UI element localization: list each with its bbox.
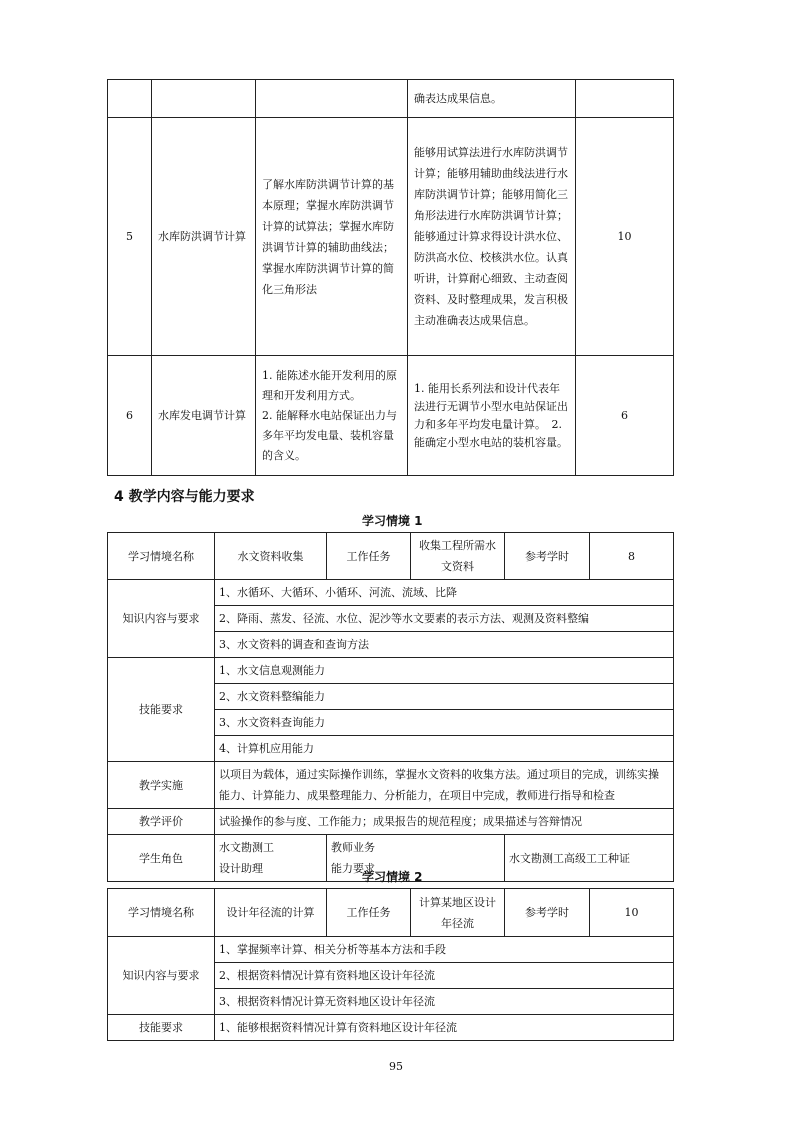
evaluation-text: 试验操作的参与度、工作能力；成果报告的规范程度；成果描述与答辩情况 xyxy=(215,809,674,835)
unit-name xyxy=(152,80,256,118)
situation-name-value: 水文资料收集 xyxy=(215,533,327,580)
ability-goal: 1. 能用长系列法和设计代表年法进行无调节小型水电站保证出力和多年平均发电量计算。 2. 能确定小型水电站的装机容量。 xyxy=(408,356,576,476)
situation-name-label: 学习情境名称 xyxy=(108,889,215,937)
knowledge-item: 2、根据资料情况计算有资料地区设计年径流 xyxy=(215,963,674,989)
table-row xyxy=(108,118,674,356)
table-row xyxy=(108,889,674,937)
situation-2-table xyxy=(107,888,674,1041)
knowledge-goal xyxy=(256,80,408,118)
skill-item: 4、计算机应用能力 xyxy=(215,736,674,762)
role-cell: 水文勘测工 设计助理 xyxy=(215,835,327,882)
table-row xyxy=(108,80,674,118)
hours-label: 参考学时 xyxy=(505,533,590,580)
page-number: 95 xyxy=(389,1060,403,1073)
knowledge-item: 2、降雨、蒸发、径流、水位、泥沙等水文要素的表示方法、观测及资料整编 xyxy=(215,606,674,632)
table-row xyxy=(108,1015,674,1041)
situation-2-title: 学习情境 2 xyxy=(362,870,423,884)
unit-name: 水库防洪调节计算 xyxy=(152,118,256,356)
course-content-table xyxy=(107,79,674,476)
row-number xyxy=(108,80,152,118)
situation-name-label: 学习情境名称 xyxy=(108,533,215,580)
skill-item: 1、水文信息观测能力 xyxy=(215,658,674,684)
skills-label: 技能要求 xyxy=(108,658,215,762)
knowledge-goal: 1. 能陈述水能开发利用的原理和开发利用方式。 2. 能解释水电站保证出力与多年平均发电量、装机容量的含义。 xyxy=(256,356,408,476)
hours: 6 xyxy=(576,356,674,476)
task-label: 工作任务 xyxy=(327,889,411,937)
situation-1-table xyxy=(107,532,674,882)
table-row xyxy=(108,580,674,606)
evaluation-label: 教学评价 xyxy=(108,809,215,835)
row-number: 6 xyxy=(108,356,152,476)
knowledge-item: 1、水循环、大循环、小循环、河流、流域、比降 xyxy=(215,580,674,606)
ability-goal: 能够用试算法进行水库防洪调节计算；能够用辅助曲线法进行水库防洪调节计算；能够用简化三角形法进行水库防洪调节计算；能够通过计算求得设计洪水位、防洪高水位、校核洪水位。认真听讲，计算耐心细致、主动查阅资料、及时整理成果，发言积极主动准确表达成果信息。 xyxy=(408,118,576,356)
skill-item: 2、水文资料整编能力 xyxy=(215,684,674,710)
role-cell: 水文勘测工高级工工种证 xyxy=(505,835,674,882)
knowledge-item: 3、水文资料的调查和查询方法 xyxy=(215,632,674,658)
knowledge-item: 3、根据资料情况计算无资料地区设计年径流 xyxy=(215,989,674,1015)
table-row xyxy=(108,658,674,684)
hours-value: 8 xyxy=(590,533,674,580)
situation-name-value: 设计年径流的计算 xyxy=(215,889,327,937)
skill-item: 1、能够根据资料情况计算有资料地区设计年径流 xyxy=(215,1015,674,1041)
ability-goal: 确表达成果信息。 xyxy=(408,80,576,118)
unit-name: 水库发电调节计算 xyxy=(152,356,256,476)
teaching-label: 教学实施 xyxy=(108,762,215,809)
knowledge-label: 知识内容与要求 xyxy=(108,580,215,658)
table-row xyxy=(108,937,674,963)
teaching-text: 以项目为载体，通过实际操作训练，掌握水文资料的收集方法。通过项目的完成，训练实操能力、计算能力、成果整理能力、分析能力，在项目中完成，教师进行指导和检查 xyxy=(215,762,674,809)
hours: 10 xyxy=(576,118,674,356)
table-row xyxy=(108,356,674,476)
role-cell: 教师业务 能力要求 xyxy=(327,835,505,882)
situation-1-title: 学习情境 1 xyxy=(362,514,423,528)
task-value: 收集工程所需水文资料 xyxy=(411,533,505,580)
table-row xyxy=(108,762,674,809)
task-label: 工作任务 xyxy=(327,533,411,580)
hours-value: 10 xyxy=(590,889,674,937)
table-row xyxy=(108,809,674,835)
knowledge-item: 1、掌握频率计算、相关分析等基本方法和手段 xyxy=(215,937,674,963)
knowledge-label: 知识内容与要求 xyxy=(108,937,215,1015)
hours xyxy=(576,80,674,118)
role-label: 学生角色 xyxy=(108,835,215,882)
skill-item: 3、水文资料查询能力 xyxy=(215,710,674,736)
skills-label: 技能要求 xyxy=(108,1015,215,1041)
knowledge-goal: 了解水库防洪调节计算的基本原理；掌握水库防洪调节计算的试算法；掌握水库防洪调节计算的辅助曲线法；掌握水库防洪调节计算的简化三角形法 xyxy=(256,118,408,356)
section-heading: 4 教学内容与能力要求 xyxy=(114,489,255,505)
task-value: 计算某地区设计年径流 xyxy=(411,889,505,937)
table-row xyxy=(108,533,674,580)
row-number: 5 xyxy=(108,118,152,356)
hours-label: 参考学时 xyxy=(505,889,590,937)
